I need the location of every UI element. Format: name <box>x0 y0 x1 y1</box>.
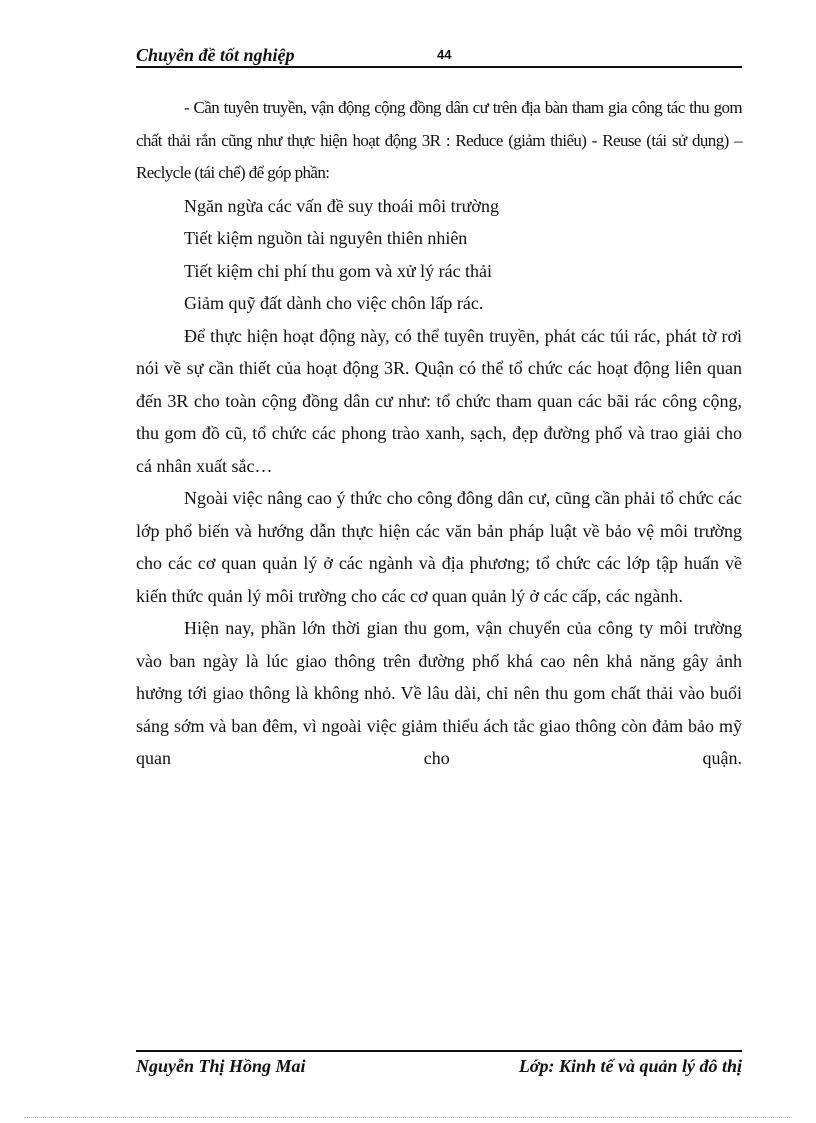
document-body <box>136 92 742 775</box>
footer-class: Lớp: Kinh tế và quản lý đô thị <box>518 1056 742 1076</box>
paragraph-collection-time: Hiện nay, phần lớn thời gian thu gom, vận chuyển của công ty môi trường vào ban ngày là lúc giao thông trên đường phố khá cao nên khả năng gây ảnh hưởng tới giao thông là không nhỏ. Về lâu dài, chỉ nên thu gom chất thải vào buổi sáng sớm và ban đêm, vì ngoài việc giảm thiểu ách tắc giao thông còn đảm bảo mỹ quan cho quận. <box>136 618 742 768</box>
list-item: Ngăn ngừa các vấn đề suy thoái môi trường <box>184 195 499 216</box>
page-number: 44 <box>437 47 452 62</box>
paragraph-awareness: Ngoài việc nâng cao ý thức cho công đông dân cư, cũng cần phải tổ chức các lớp phổ biến và hướng dẫn thực hiện các văn bản pháp luật về bảo vệ môi trường cho các cơ quan quản lý ở các ngành và địa phương; tổ chức các lớp tập huấn về kiến thức quản lý môi trường cho các cơ quan quản lý ở các cấp, các ngành. <box>136 488 742 606</box>
footer-author: Nguyễn Thị Hồng Mai <box>136 1056 306 1076</box>
footer-divider <box>136 1050 742 1052</box>
intro-paragraph: - Cần tuyên truyền, vận động cộng đồng dân cư trên địa bàn tham gia công tác thu gom chất thải rắn cũng như thực hiện hoạt động 3R : Reduce (giảm thiểu) - Reuse (tái sử dụng) – Reclycle (tái chế) để góp phần: <box>136 98 742 182</box>
list-item: Tiết kiệm chi phí thu gom và xử lý rác thải <box>184 260 493 281</box>
header-title: Chuyên đề tốt nghiệp <box>136 45 295 65</box>
paragraph-3r-activities: Để thực hiện hoạt động này, có thể tuyên truyền, phát các túi rác, phát tờ rơi nói về sự cần thiết của hoạt động 3R. Quận có thể tổ chức các hoạt động liên quan đến 3R cho toàn cộng đồng dân cư như: tổ chức tham quan các bãi rác công cộng, thu gom đồ cũ, tổ chức các phong trào xanh, sạch, đẹp đường phố và trao giải cho cá nhân xuất sắc… <box>136 325 742 476</box>
list-item: Giảm quỹ đất dành cho việc chôn lấp rác. <box>184 293 484 313</box>
page-bottom-border <box>24 1117 792 1118</box>
list-item: Tiết kiệm nguồn tài nguyên thiên nhiên <box>184 228 468 248</box>
header-divider <box>136 66 742 68</box>
